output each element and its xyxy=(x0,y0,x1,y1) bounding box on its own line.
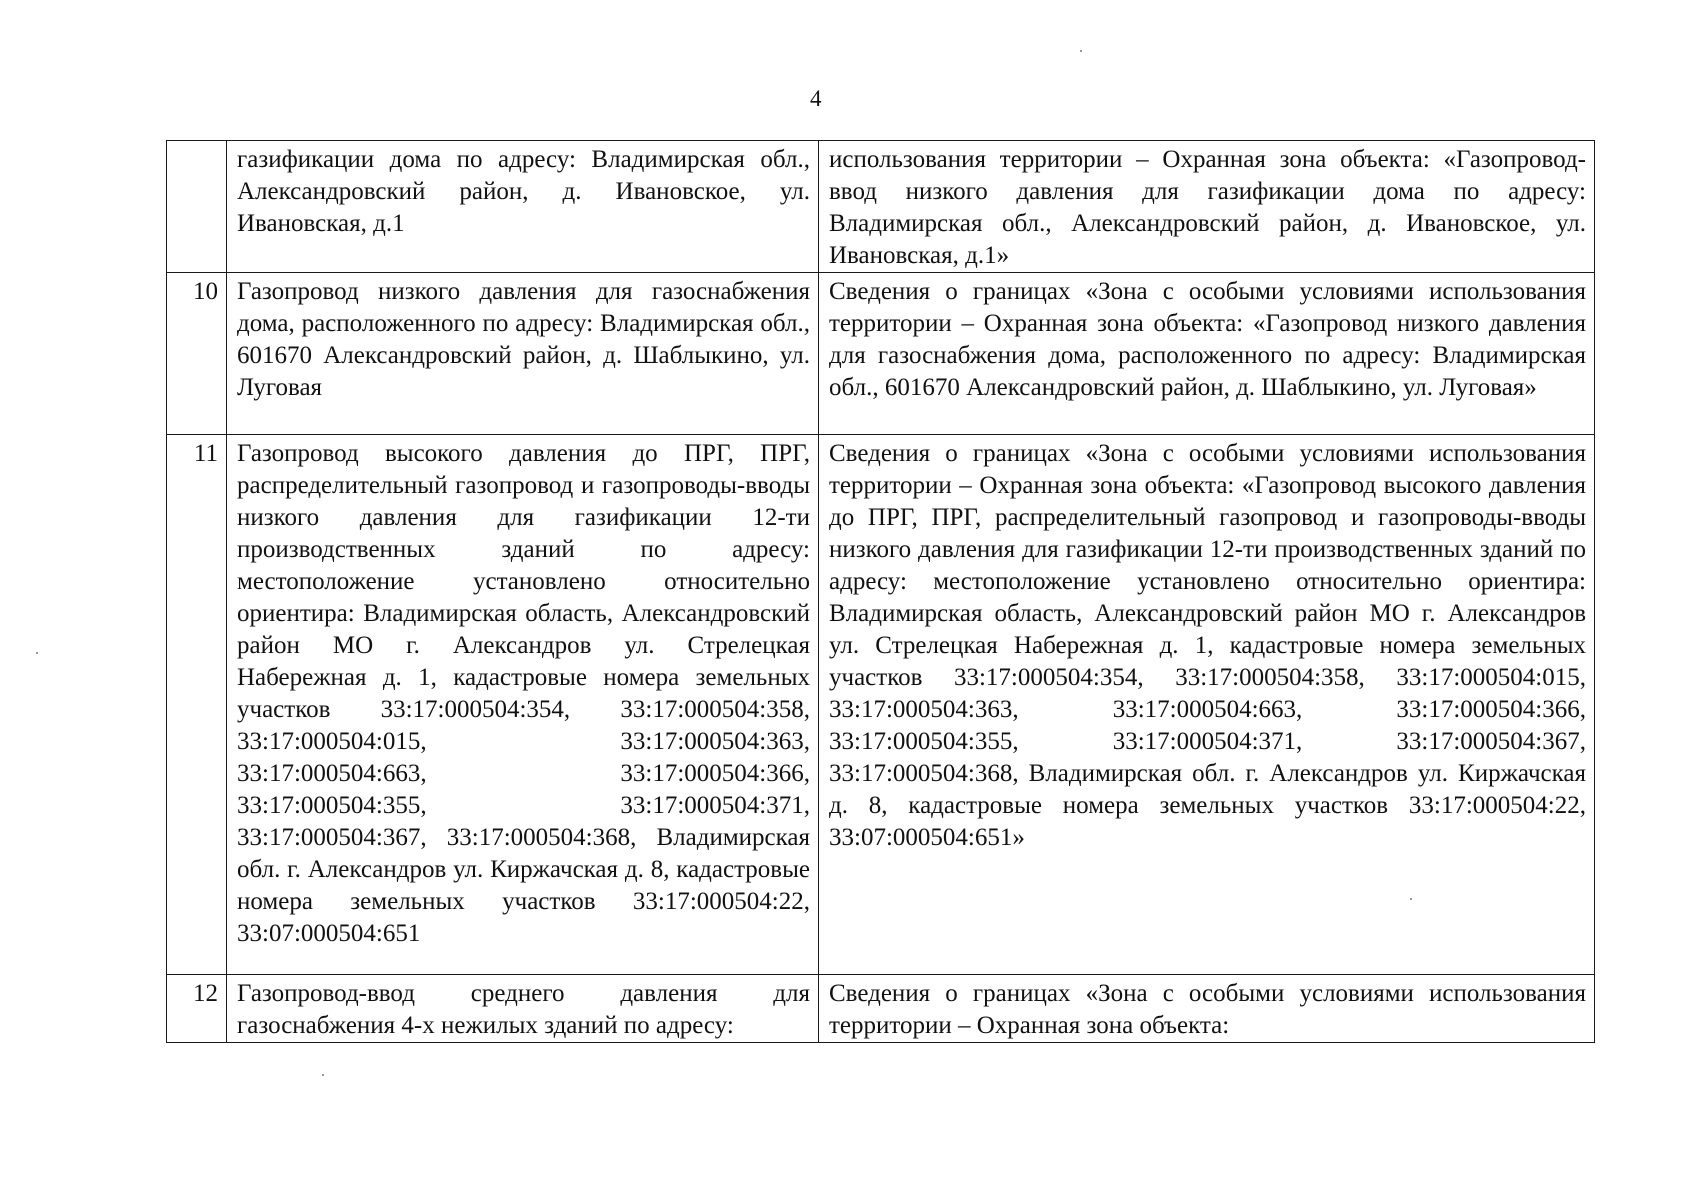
scan-speck xyxy=(1080,50,1082,52)
scan-speck xyxy=(322,1074,324,1076)
zone-info: Сведения о границах «Зона с особыми условиями использования территории – Охранная зона объекта: xyxy=(819,975,1595,1043)
table-row xyxy=(167,435,1595,975)
row-number: 11 xyxy=(167,435,227,975)
object-description: Газопровод низкого давления для газоснабжения дома, расположенного по адресу: Владимирская обл., 601670 Александровский район, д. Шаблыкино, ул. Луговая xyxy=(227,273,819,435)
row-number: 12 xyxy=(167,975,227,1043)
object-description: газификации дома по адресу: Владимирская обл., Александровский район, д. Ивановское, ул. Ивановская, д.1 xyxy=(227,141,819,273)
table-row xyxy=(167,975,1595,1043)
table-row xyxy=(167,141,1595,273)
object-description: Газопровод-ввод среднего давления для газоснабжения 4-х нежилых зданий по адресу: xyxy=(227,975,819,1043)
row-number: 10 xyxy=(167,273,227,435)
scan-speck xyxy=(36,652,38,654)
object-description: Газопровод высокого давления до ПРГ, ПРГ, распределительный газопровод и газопроводы-вводы низкого давления для газификации 12-ти производственных зданий по адресу: местоположение установлено относительно ориентира: Владимирская область, Александровский район МО г. Александров ул. Стрелецкая Набережная д. 1, кадастровые номера земельных участков 33:17:000504:354, 33:17:000504:358, 33:17:000504:015, 33:17:000504:363, 33:17:000504:663, 33:17:000504:366, 33:17:000504:355, 33:17:000504:371, 33:17:000504:367, 33:17:000504:368, Владимирская обл. г. Александров ул. Киржачская д. 8, кадастровые номера земельных участков 33:17:000504:22, 33:07:000504:651 xyxy=(227,435,819,975)
zone-info: Сведения о границах «Зона с особыми условиями использования территории – Охранная зона объекта: «Газопровод низкого давления для газоснабжения дома, расположенного по адресу: Владимирская обл., 601670 Александровский район, д. Шаблыкино, ул. Луговая» xyxy=(819,273,1595,435)
table-row xyxy=(167,273,1595,435)
zone-info: Сведения о границах «Зона с особыми условиями использования территории – Охранная зона объекта: «Газопровод высокого давления до ПРГ, ПРГ, распределительный газопровод и газопроводы-вводы низкого давления для газификации 12-ти производственных зданий по адресу: местоположение установлено относительно ориентира: Владимирская область, Александровский район МО г. Александров ул. Стрелецкая Набережная д. 1, кадастровые номера земельных участков 33:17:000504:354, 33:17:000504:358, 33:17:000504:015, 33:17:000504:363, 33:17:000504:663, 33:17:000504:366, 33:17:000504:355, 33:17:000504:371, 33:17:000504:367, 33:17:000504:368, Владимирская обл. г. Александров ул. Киржачская д. 8, кадастровые номера земельных участков 33:17:000504:22, 33:07:000504:651» xyxy=(819,435,1595,975)
scan-speck xyxy=(1410,898,1412,900)
row-number xyxy=(167,141,227,273)
zone-info: использования территории – Охранная зона объекта: «Газопровод-ввод низкого давления для газификации дома по адресу: Владимирская обл., Александровский район, д. Ивановское, ул. Ивановская, д.1» xyxy=(819,141,1595,273)
page-number: 4 xyxy=(810,86,822,111)
zones-table xyxy=(166,140,1595,1043)
